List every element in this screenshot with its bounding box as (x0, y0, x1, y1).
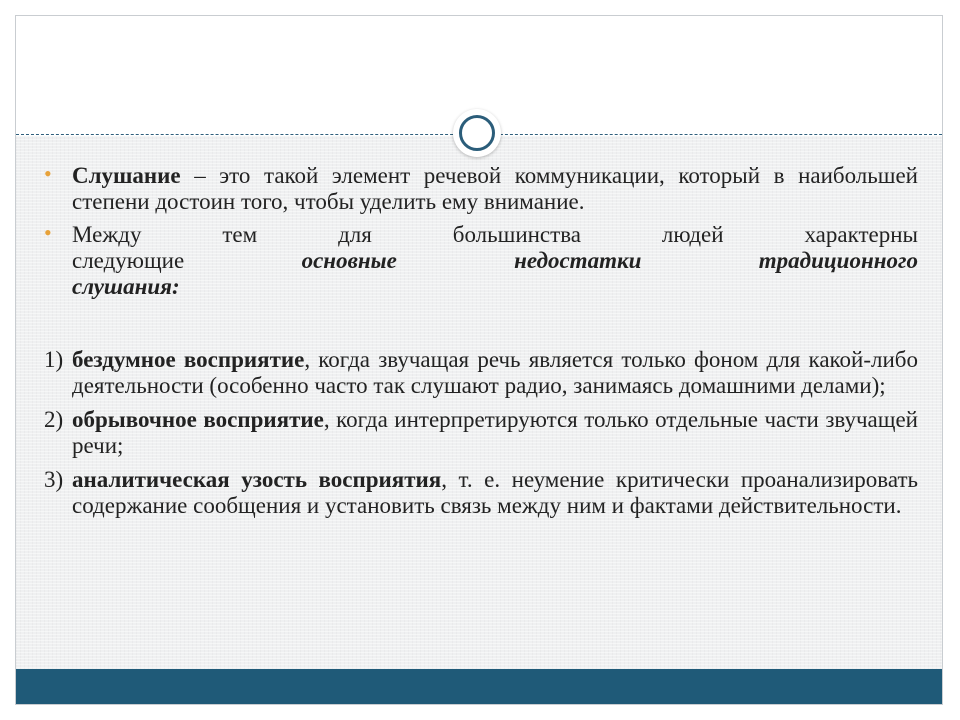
bullet-shortcomings-intro (38, 222, 918, 300)
item-text: , когда интерпретируются только отдельные части звучащей речи; (72, 407, 918, 458)
slide (15, 15, 943, 705)
item-text: , когда звучащая речь является только фоном для какой-либо деятельности (особенно часто так слушают радио, занимаясь домашними делами); (72, 347, 918, 398)
shortcomings-heading-end: слушания: (72, 274, 180, 299)
list-item (38, 347, 918, 399)
item-number: 1) (44, 347, 64, 372)
bullet-dot-icon: • (44, 161, 52, 186)
ring-icon (459, 115, 495, 151)
term-listening: Слушание (72, 163, 181, 188)
item-text: , т. е. неумение критически проанализировать содержание сообщения и установить связь между ним и фактами действительности. (72, 467, 918, 518)
definition-text: – это такой элемент речевой коммуникации, который в наибольшей степени достоин того, чтобы уделить ему внимание. (72, 163, 918, 214)
footer-bar (16, 669, 942, 704)
item-term: обрывочное восприятие (72, 407, 324, 432)
item-number: 2) (44, 407, 64, 432)
intro-lead: следующие (72, 248, 185, 273)
intro-line: Между тем для большинства людей характерны (72, 222, 918, 247)
circle-ornament-icon (453, 109, 501, 157)
item-number: 3) (44, 467, 64, 492)
bullet-listening-definition (38, 163, 918, 215)
item-term: аналитическая узость восприятия (72, 467, 442, 492)
shortcomings-heading: основные недостатки традиционного (301, 248, 918, 273)
item-term: бездумное восприятие (72, 347, 305, 372)
bullet-dot-icon: • (44, 220, 52, 245)
slide-content (38, 163, 918, 527)
list-item (38, 407, 918, 459)
intro-line-2 (72, 248, 918, 274)
list-item (38, 467, 918, 519)
